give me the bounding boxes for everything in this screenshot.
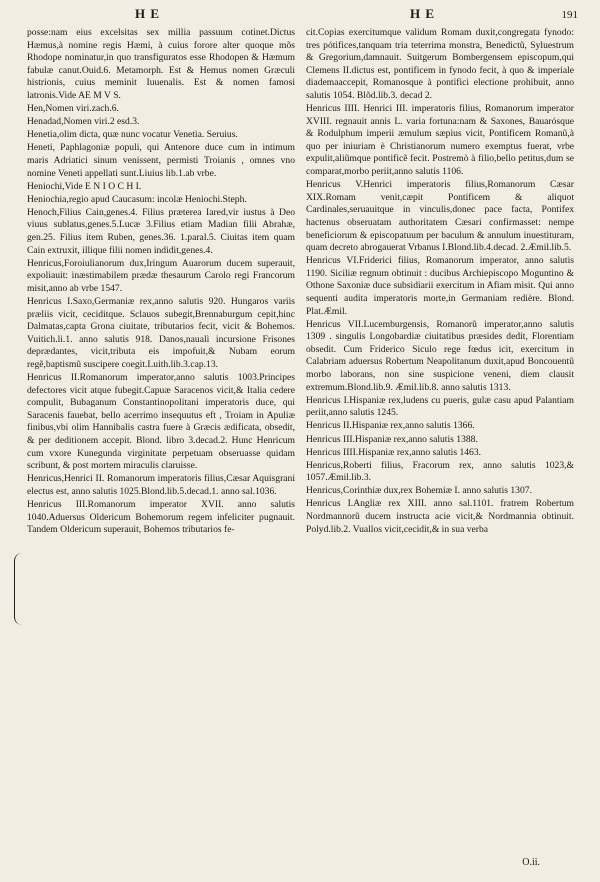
entry-henricus-iii-hispaniae: Henricus III.Hispaniæ rex,anno salutis 1388. (306, 433, 478, 445)
entry-henricus-caesar: Henricus,Henrici II. Romanorum imperatoris filius,Cæsar Aquisgrani electus est, anno salutis 1025.Blond.lib.5.decad.1. anno sal.1036. (27, 473, 295, 497)
entry-henricus-iii: Henricus III.Romanorum imperator XVII. anno salutis 1040.Aduersus Oldericum Bohemorum regem infeliciter pugnauit. Tandem Oldericum superauit, Bohemos tributarios fe- (27, 498, 295, 536)
entry-henricus-ii-hispaniae: Henricus II.Hispaniæ rex,anno salutis 1366. (306, 420, 475, 432)
margin-bracket-mark (14, 553, 25, 625)
entry-henricus-i-angliae: Henricus I.Angliæ rex XIII. anno sal.1101. fratrem Robertum Nordmannorũ ducem instructa acie vicit,& Nordmannia obtinuit. Polyd.lib.2. Vuallos vicit,cecidit,& in sua verba (306, 498, 574, 535)
running-header-left: H E (135, 6, 161, 21)
entry-hen: Hen,Nomen viri.zach.6. (27, 103, 119, 115)
catchword: O.ii. (522, 857, 540, 868)
entry-henricus-i-saxo: Henricus I.Saxo,Germaniæ rex,anno salutis 920. Hungaros variis præliis vicit, ceciditque. Sclauos subegit,Brennaburgum cepit,hinc Dalmatas,capta Grona ciuitate, tributarios fecit, vicit & Bohemos. Vuitich.li.1. anno salutis 918. Danos,naualì incursione Frisones deprædantes, vicit,tributa eis impofuit,& Nubam eorum regẽ,baptismũ suscipere coegit.Luith.lib.3.cap.13. (27, 295, 295, 370)
entry-henricus-i-hispaniae: Henricus I.Hispaniæ rex,ludens cu pueris, gulæ casu apud Palantiam periit,anno salutis 1245. (306, 394, 574, 419)
entry-henricus-iiii: Henricus IIII. Henrici III. imperatoris filius, Romanorum imperator XVIII. regnauit annis L. varia fortuna:nam & Saxones, Bauarósque & Rodulphum imperii æmulum sæpius vicit, Pontificem Romanũ,à quo per iniuriam è Christianorum numero exemptus fuerat, vrbe expulit,aliũmque pontificẽ fecit. Postremò à filio,bello petitus,dum se comparat,morbo periit,anno salutis 1106. (306, 103, 574, 178)
entry-haemus: posse:nam eius excelsitas sex millia passuum cotinet.Dictus Hæmus,à nomine regis Hæmi, à cuius forore alter quoque mõs Rhodope nominatur,in quo transfiguratos esse Rhodopen & Hæmum fabulæ canut.Ouid.6. Metamorph. Est & Hemus nomen Græculi histrionis, cuius meminit Iuuenalis. Est & nomen famosi latronis.Vide AE M V S. (27, 27, 295, 101)
right-column (306, 27, 574, 537)
entry-henricus-foroiulianorum: Henricus,Foroiulianorum dux,Iringum Auarorum ducem superauit, expoliauit: inæstimabilem prædæ thesaurum Carolo regi Francorum misit,anno ab vrbe 1547. (27, 257, 295, 294)
entry-henricus-vii: Henricus VII.Lucemburgensis, Romanorũ imperator,anno salutis 1309 . singulis Longobardiæ ciuitatibus præsides dedit, Florentiam obsedit. Cum Friderico Siculo rege fœdus icit, exercitum in Calabriam aduersus Robertum Neapolitanum duxit,apud Boncouentũ morbo laborans, non sine suspicione veneni, diem clausit extremum.Blond.lib.9. Æmil.lib.8. anno salutis 1313. (306, 318, 574, 393)
entry-heniochi: Heniochi,Vide E N I O C H I. (27, 180, 142, 192)
entry-henricus-ii: Henricus II.Romanorum imperator,anno salutis 1003.Principes defectores vicit atque fubegit.Capuæ Saracenos vicit,& Italia cedere compulit, Bubaganum Constantinopolitani imperatoris duce, qui Saracenis fauebat, bello acerrimo insequutus eft , Troiam in Apuliæ finibus,vbi olim Hannibalis castra fuere à Græcis ædificata, obsedit, & per deditionem accepit. Blond. libro 3.decad.2. Hunc Henricum cum vxore Kunegunda virginitate perpetuam obseruasse quidam scribunt, & post mortem miraculis claruisse. (27, 372, 295, 472)
entry-henricus-francorum: Henricus,Roberti filius, Fracorum rex, anno salutis 1023,& 1057.Æmil.lib.3. (306, 459, 574, 484)
entry-henoch: Henoch,Filius Cain,genes.4. Filius præterea Iared,vir iustus à Deo viuus sublatus,genes.5.Lucæ 3.Filius etiam Madian filii Abrahæ, gen.25. Filius item Ruben, genes.36. 1.paral.5. Ciuitas item quam Cain extruxit, illique filii nomen indidit,genes.4. (27, 206, 295, 256)
entry-henricus-iiii-hispaniae: Henricus IIII.Hispaniæ rex,anno salutis 1463. (306, 446, 482, 458)
entry-henetia: Henetia,olim dicta, quæ nunc vocatur Venetia. Seruius. (27, 129, 238, 141)
left-column (27, 27, 295, 537)
entry-heniochia: Heniochia,regio apud Caucasum: incolæ Heniochi.Steph. (27, 193, 247, 205)
entry-henricus-vi: Henricus VI.Friderici filius, Romanorum imperator, anno salutis 1190. Siciliæ regnum obtinuit : ducibus Archiepiscopo Moguntino & Othone Saxoniæ duce subsidiarii exercitum in Afiam misit. Qui anno sequenti audita imperatoris morte,in Germaniam redière. Blond. Plat.Æmil. (306, 255, 574, 317)
entry-continuation: cit.Copias exercitumque validum Romam duxit,congregata fynodo: tres pótifices,tanquam tria teterrima monstra, Benedictũ, Syluestrum & Gregorium,damnauit. Suitgerum Bombergensem episcopum,qui Clemens II.dictus est, pontificem in fynodo fecit, à quo & imperiale diademaaccepit, Romanosque à pontifici electione prohibuit, anno salutis 1054. Blõd.lib.3. decad 2. (306, 27, 574, 101)
entry-henadad: Henadad,Nomen viri.2 esd.3. (27, 116, 140, 128)
page-number: 191 (561, 9, 578, 21)
entry-henricus-corinthiae: Henricus,Corinthiæ dux,rex Bohemiæ I. anno salutis 1307. (306, 485, 532, 497)
entry-henricus-v: Henricus V.Henrici imperatoris filius,Romanorum Cæsar XIX.Romam venit,cæpit Pontificem & aliquot Cardinales,seruauitque in vinculis,donec pace facta, Pontifex hactenus obseruatam authoritatem Cæsari confirmasset: nempe beneficiorum & episcopatuum per baculum & annulum inuestituram, quam decreto abrogauerat Vrbanus I.Blond.lib.4.decad. 2.Æmil.lib.5. (306, 179, 574, 254)
running-header-right: H E (410, 6, 436, 21)
entry-heneti: Heneti, Paphlagoniæ populi, qui Antenore duce cum in intimum maris Adriatici sinum venissent, permisti Troianis , omnes vno nomine Veneti appellati sunt.Liuius lib.1.ab vrbe. (27, 142, 295, 179)
